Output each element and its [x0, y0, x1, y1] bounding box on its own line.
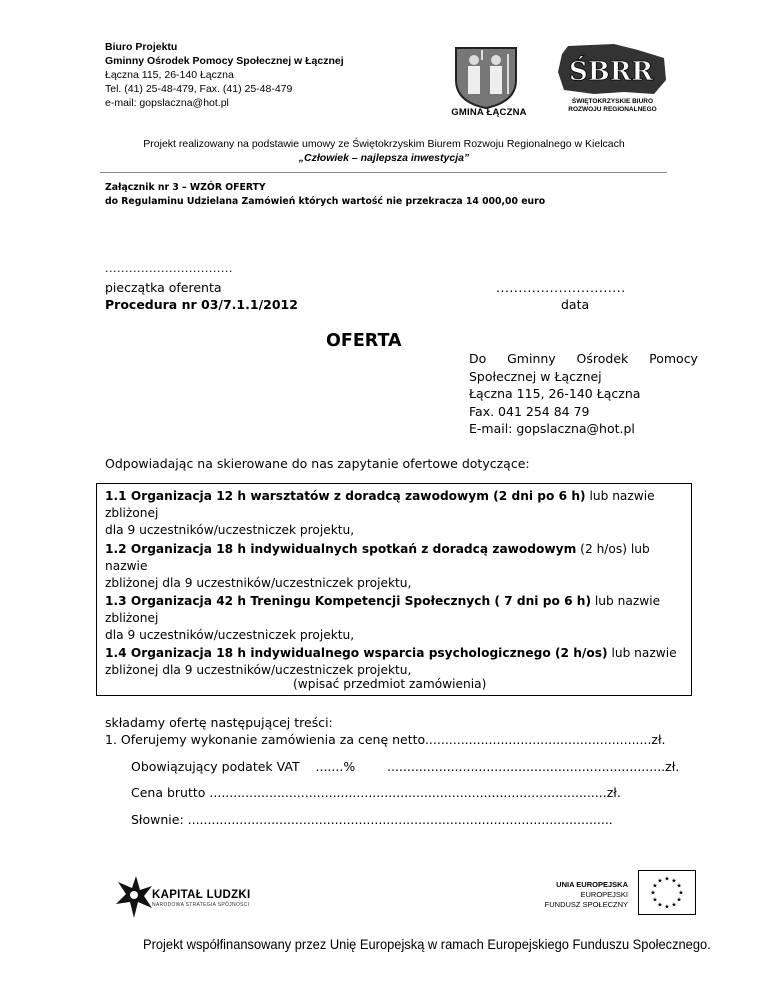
fill-instruction: (wpisać przedmiot zamówienia) [293, 677, 487, 691]
amount-in-words-line[interactable]: Słownie: ........................................................................................................... [131, 812, 613, 827]
eu-line-3: FUNDUSZ SPOŁECZNY [544, 900, 628, 909]
eu-star-icon: ★ [676, 896, 682, 904]
order-item-title: 1.4 Organizacja 18 h indywidualnego wsparcia psychologicznego (2 h/os) [105, 646, 608, 660]
recipient-word: Gminny [507, 351, 556, 366]
kapital-ludzki-star-icon [114, 874, 154, 920]
header-divider [100, 172, 667, 173]
order-item-text: dla 9 uczestników/uczestniczek projektu, [105, 523, 355, 537]
attachment-subtitle: do Regulaminu Udzielana Zamówień których wartość nie przekracza 14 000,00 euro [105, 196, 546, 207]
recipient-line-2: Społecznej w Łącznej [469, 368, 602, 384]
gmina-label: GMINA ŁĄCZNA [451, 107, 527, 118]
sbrr-logo-text: ŚBRR [569, 57, 653, 87]
vat-label: Obowiązujący podatek VAT [131, 759, 300, 774]
order-item-text: (2 h/os) lub nazwie [105, 542, 650, 573]
order-item-title: 1.2 Organizacja 18 h indywidualnych spotkań z doradcą zawodowym [105, 542, 577, 556]
kapital-ludzki-title: KAPITAŁ LUDZKI [152, 889, 251, 901]
order-item-title: 1.1 Organizacja 12 h warsztatów z doradcą zawodowym (2 dni po 6 h) [105, 489, 586, 503]
offer-intro: składamy ofertę następującej treści: [105, 715, 333, 730]
vat-line[interactable] [131, 758, 679, 775]
order-item-text: dla 9 uczestników/uczestniczek projektu, [105, 628, 355, 642]
net-price-line[interactable]: 1. Oferujemy wykonanie zamówienia za cenę netto.........................................................zł. [105, 732, 666, 747]
eu-star-icon: ★ [650, 889, 656, 897]
recipient-fax: Fax. 041 254 84 79 [469, 403, 590, 419]
eu-flag-icon [638, 870, 696, 915]
order-item-text: lub nazwie [607, 646, 677, 660]
eu-star-icon: ★ [678, 889, 684, 897]
project-statement [100, 137, 668, 165]
eu-star-icon: ★ [676, 882, 682, 890]
recipient-line-1 [469, 350, 698, 368]
project-slogan: „Człowiek – najlepsza inwestycja” [298, 152, 470, 164]
office-address: Łączna 115, 26-140 Łączna [105, 69, 234, 81]
project-line: Projekt realizowany na podstawie umowy ze Świętokrzyskim Biurem Rozwoju Regionalnego w Kielcach [143, 138, 625, 150]
order-item [105, 593, 690, 644]
sbrr-logo [554, 44, 669, 96]
office-phone: Tel. (41) 25-48-479, Fax. (41) 25-48-479 [105, 83, 293, 95]
recipient-word: Ośrodek [576, 351, 629, 366]
kapital-ludzki-logo [152, 889, 251, 908]
office-org: Gminny Ośrodek Pomocy Społecznej w Łącznej [105, 55, 344, 67]
vat-rate-field[interactable]: .......% [315, 759, 356, 774]
order-item [105, 645, 690, 679]
footer-cofinancing: Projekt współfinansowany przez Unię Europejską w ramach Europejskiego Funduszu Społecznego. [143, 936, 711, 952]
order-item-text: zbliżonej dla 9 uczestników/uczestniczek projektu, [105, 576, 412, 590]
sbrr-caption-1: ŚWIĘTOKRZYSKIE BIURO [571, 98, 654, 105]
date-label: data [561, 297, 590, 312]
inquiry-intro: Odpowiadając na skierowane do nas zapytanie ofertowe dotyczące: [105, 456, 530, 471]
order-item-text: lub nazwie zbliżonej [105, 489, 655, 520]
recipient-word: Pomocy [649, 351, 698, 366]
order-item-text: lub nazwie zbliżonej [105, 594, 661, 625]
eu-star-icon: ★ [664, 903, 670, 911]
eu-line-1: UNIA EUROPEJSKA [556, 880, 628, 889]
eu-star-icon: ★ [652, 882, 658, 890]
eu-line-2: EUROPEJSKI [580, 890, 628, 899]
recipient-email: E-mail: gopslaczna@hot.pl [469, 421, 635, 436]
eu-star-icon: ★ [657, 877, 663, 885]
kapital-ludzki-subtitle: NARODOWA STRATEGIA SPÓJNOŚCI [152, 902, 250, 908]
eu-star-icon: ★ [652, 896, 658, 904]
attachment-title: Załącznik nr 3 – WZÓR OFERTY [105, 182, 266, 193]
sbrr-caption [550, 98, 675, 114]
order-item [105, 488, 690, 539]
date-placeholder: ............................. [496, 280, 626, 295]
recipient-line-3: Łączna 115, 26-140 Łączna [469, 386, 641, 401]
order-item [105, 541, 690, 592]
document-title: OFERTA [326, 331, 402, 351]
sbrr-caption-2: ROZWOJU REGIONALNEGO [568, 106, 657, 113]
recipient-address [469, 350, 698, 438]
eu-star-icon: ★ [671, 877, 677, 885]
office-email: e-mail: gopslaczna@hot.pl [105, 97, 229, 109]
eu-star-icon: ★ [657, 901, 663, 909]
order-subject-box[interactable] [96, 483, 692, 696]
attachment-heading [105, 181, 545, 209]
eu-star-icon: ★ [664, 875, 670, 883]
procedure-number: Procedura nr 03/7.1.1/2012 [105, 297, 298, 312]
recipient-word: Do [469, 351, 487, 366]
office-title: Biuro Projektu [105, 41, 178, 53]
order-item-title: 1.3 Organizacja 42 h Treningu Kompetencji Społecznych ( 7 dni po 6 h) [105, 594, 592, 608]
eu-logo-text [533, 880, 628, 910]
order-item-text: zbliżonej dla 9 uczestników/uczestniczek projektu, [105, 663, 412, 677]
gmina-crest-logo [452, 44, 520, 110]
stamp-label: pieczątka oferenta [105, 280, 222, 295]
office-header [105, 40, 344, 110]
vat-amount-field[interactable]: ......................................................................zł. [387, 759, 680, 774]
gross-price-line[interactable]: Cena brutto ....................................................................................................zł. [131, 785, 621, 800]
stamp-placeholder: ................................ [105, 262, 233, 275]
eu-star-icon: ★ [671, 901, 677, 909]
